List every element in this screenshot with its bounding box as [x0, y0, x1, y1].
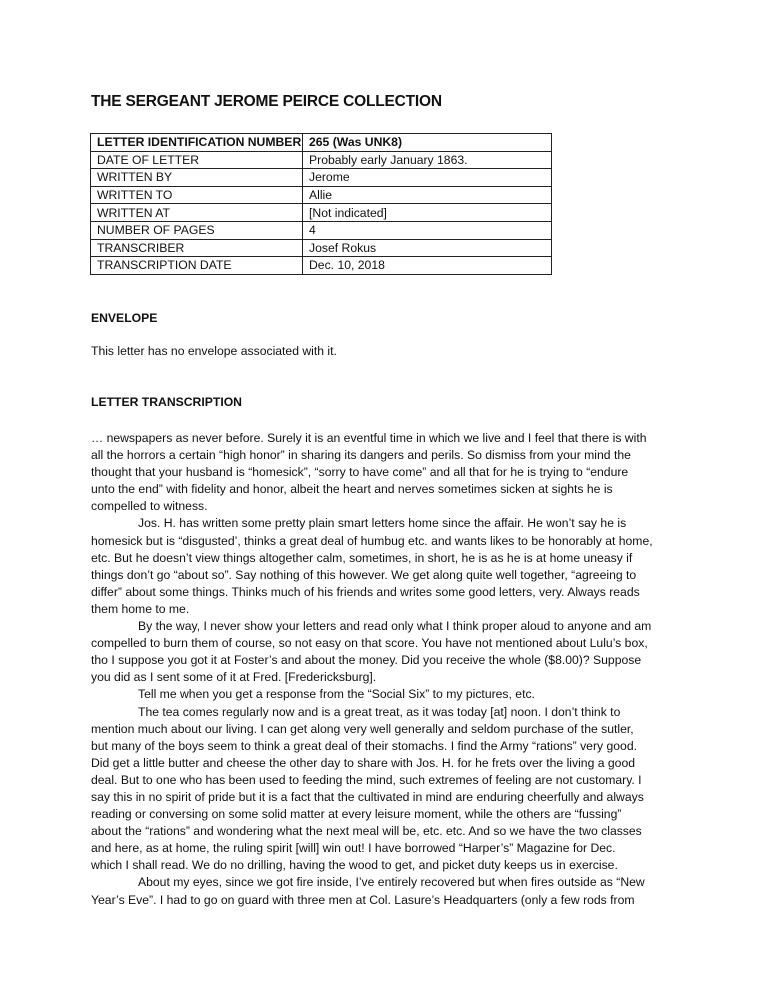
- table-row: [91, 257, 552, 275]
- field-value: Jerome: [303, 169, 552, 187]
- text-line: reading or conversing on some solid matter at every leisure moment, while the others are “fussing”: [91, 807, 622, 822]
- text-line: mention much about our living. I can get along very well generally and seldom purchase of the sutler,: [91, 721, 634, 736]
- table-row: [91, 151, 552, 169]
- paragraph: [91, 618, 711, 686]
- text-line: homesick but is “disgusted’, thinks a great deal of humbug etc. and wants likes to be honorably at home,: [91, 533, 653, 548]
- text-line: differ” about some things. Thinks much of his friends and writes some good letters, very. Always reads: [91, 584, 640, 599]
- field-value: Dec. 10, 2018: [303, 257, 552, 275]
- text-line: thought that your husband is “homesick”, “sorry to have come” and all that for he is trying to “endure: [91, 465, 629, 480]
- paragraph: [91, 515, 711, 618]
- letter-info-table: [90, 133, 552, 275]
- field-value: [Not indicated]: [303, 204, 552, 222]
- text-line: unto the end” with fidelity and honor, albeit the heart and nerves sometimes sicken at sights he is: [91, 482, 613, 497]
- text-line: and here, as at home, the ruling spirit [will] win out! I have borrowed “Harper’s” Magazine for Dec.: [91, 841, 616, 856]
- text-line: etc. But he doesn’t view things altogether calm, sometimes, in short, he is as he is at home uneasy if: [91, 550, 633, 565]
- paragraph: [91, 704, 711, 875]
- text-line: tho I suppose you got it at Foster’s and about the money. Did you receive the whole ($8.00)? Suppose: [91, 653, 642, 668]
- field-label: WRITTEN BY: [91, 169, 303, 187]
- text-line: which I shall read. We do no drilling, having the wood to get, and picket duty keeps us in exercise.: [91, 858, 618, 873]
- field-label: DATE OF LETTER: [91, 151, 303, 169]
- text-line: Jos. H. has written some pretty plain smart letters home since the affair. He won’t say he is: [138, 516, 627, 531]
- field-value: 265 (Was UNK8): [303, 134, 552, 152]
- text-line: compelled to burn them of course, so not easy on that score. You have not mentioned about Lulu’s box,: [91, 636, 648, 651]
- field-value: 4: [303, 221, 552, 239]
- text-line: By the way, I never show your letters and read only what I think proper aloud to anyone and am: [138, 619, 652, 634]
- table-row: [91, 186, 552, 204]
- table-row: [91, 204, 552, 222]
- field-value: Probably early January 1863.: [303, 151, 552, 169]
- table-row: [91, 221, 552, 239]
- text-line: deal. But to one who has been used to feeding the mind, such extremes of feeling are not customary. I: [91, 772, 642, 787]
- text-line: Did get a little butter and cheese the other day to share with Jos. H. for he frets over the living a good: [91, 755, 636, 770]
- letter-transcription-body: [91, 430, 711, 909]
- paragraph: [91, 430, 711, 515]
- field-label: TRANSCRIBER: [91, 239, 303, 257]
- document-title: THE SERGEANT JEROME PEIRCE COLLECTION: [91, 93, 442, 110]
- paragraph: [91, 686, 711, 703]
- table-row: [91, 134, 552, 152]
- transcription-heading: LETTER TRANSCRIPTION: [91, 395, 242, 409]
- text-line: say this in no spirit of pride but it is a fact that the cultivated in mind are enduring cheerfully and always: [91, 789, 644, 804]
- field-label: LETTER IDENTIFICATION NUMBER: [91, 134, 303, 152]
- text-line: them home to me.: [91, 601, 190, 616]
- field-label: WRITTEN AT: [91, 204, 303, 222]
- field-label: WRITTEN TO: [91, 186, 303, 204]
- text-line: you did as I sent some of it at Fred. [Fredericksburg].: [91, 670, 377, 685]
- text-line: all the horrors a certain “high honor” in sharing its dangers and perils. So dismiss from your mind the: [91, 448, 631, 463]
- field-value: Josef Rokus: [303, 239, 552, 257]
- envelope-text: This letter has no envelope associated with it.: [91, 344, 337, 358]
- table-row: [91, 239, 552, 257]
- text-line: About my eyes, since we got fire inside, I’ve entirely recovered but when fires outside as “New: [138, 875, 645, 890]
- text-line: The tea comes regularly now and is a great treat, as it was today [at] noon. I don’t think to: [138, 704, 621, 719]
- paragraph: [91, 874, 711, 908]
- envelope-heading: ENVELOPE: [91, 311, 158, 325]
- text-line: … newspapers as never before. Surely it is an eventful time in which we live and I feel that there is with: [91, 431, 647, 445]
- text-line: but many of the boys seem to think a great deal of their stomachs. I find the Army “rations” very good.: [91, 738, 637, 753]
- text-line: things don’t go “about so”. Say nothing of this however. We get along quite well together, “agreeing to: [91, 567, 637, 582]
- text-line: about the “rations” and wondering what the next meal will be, etc. etc. And so we have the two classes: [91, 824, 642, 839]
- text-line: Year’s Eve”. I had to go on guard with three men at Col. Lasure’s Headquarters (only a few rods from: [91, 892, 635, 907]
- field-value: Allie: [303, 186, 552, 204]
- text-line: compelled to witness.: [91, 499, 208, 514]
- field-label: TRANSCRIPTION DATE: [91, 257, 303, 275]
- field-label: NUMBER OF PAGES: [91, 221, 303, 239]
- table-row: [91, 169, 552, 187]
- text-line: Tell me when you get a response from the “Social Six” to my pictures, etc.: [138, 687, 535, 702]
